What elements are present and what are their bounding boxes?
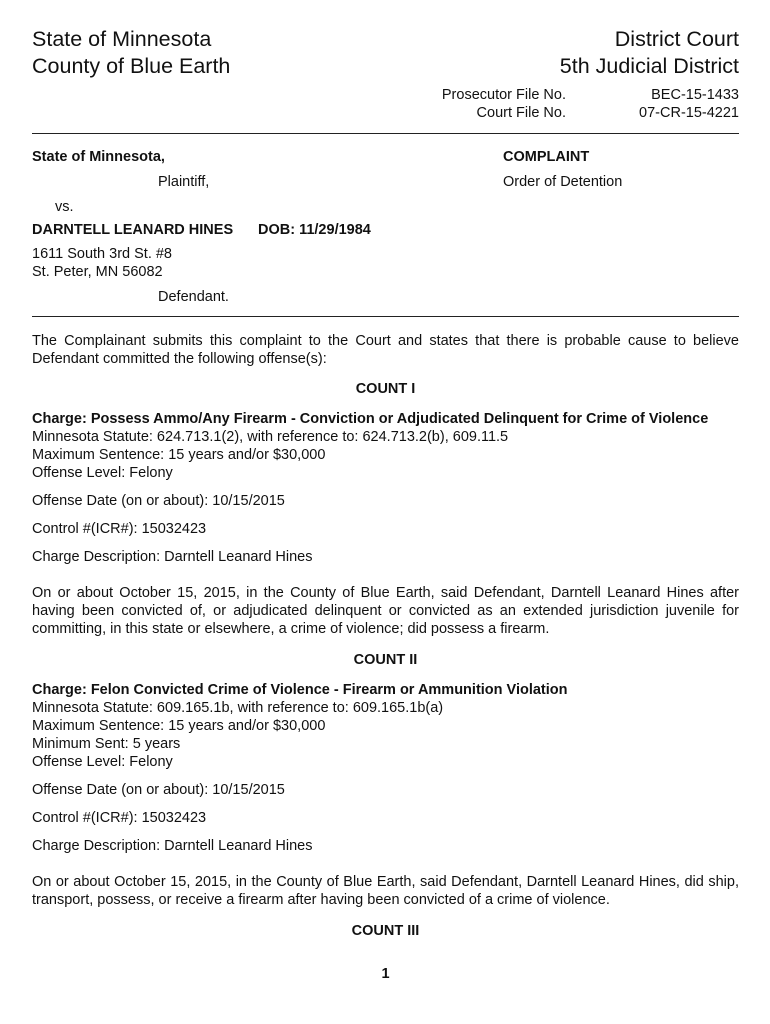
count-2-control-number: Control #(ICR#): 15032423: [32, 810, 207, 826]
count-1-narrative: On or about October 15, 2015, in the County of Blue Earth, said Defendant, Darntell Leanard Hines after having been convicted of, or adjudicated delinquent or convicted as an extended jurisdiction juvenile for committing, in this state or elsewhere, a crime of violence; did possess a firearm.: [32, 585, 739, 637]
defendant-role: Defendant.: [158, 289, 229, 305]
count-1-charge-description: Charge Description: Darntell Leanard Hines: [32, 549, 313, 565]
page-number: 1: [381, 966, 390, 982]
count-1-max-sentence: Maximum Sentence: 15 years and/or $30,000: [32, 447, 326, 463]
defendant-dob: DOB: 11/29/1984: [258, 222, 371, 238]
count-1-control-number: Control #(ICR#): 15032423: [32, 521, 207, 537]
document-type: COMPLAINT: [503, 149, 590, 165]
header-divider: [32, 133, 739, 134]
defendant-address-line2: St. Peter, MN 56082: [32, 264, 163, 280]
defendant-address-line1: 1611 South 3rd St. #8: [32, 246, 173, 262]
count-2-heading: COUNT II: [353, 652, 418, 668]
complaint-intro: The Complainant submits this complaint to the Court and states that there is probable cause to believe Defendant committed the following offense(s):: [32, 333, 739, 367]
court-file-label: Court File No.: [476, 105, 566, 121]
count-1-statute: Minnesota Statute: 624.713.1(2), with reference to: 624.713.2(b), 609.11.5: [32, 429, 509, 445]
count-3-heading: COUNT III: [351, 923, 420, 939]
versus-label: vs.: [55, 199, 74, 215]
prosecutor-file-number: BEC-15-1433: [651, 87, 739, 103]
plaintiff-role: Plaintiff,: [158, 174, 210, 190]
count-2-charge: Charge: Felon Convicted Crime of Violence - Firearm or Ammunition Violation: [32, 682, 568, 698]
count-2-offense-level: Offense Level: Felony: [32, 754, 173, 770]
file-number-values: [639, 86, 739, 122]
state-name: State of Minnesota: [32, 27, 212, 51]
court-block: [560, 26, 739, 80]
court-file-number: 07-CR-15-4221: [639, 105, 739, 121]
count-2-statute: Minnesota Statute: 609.165.1b, with reference to: 609.165.1b(a): [32, 700, 444, 716]
count-2-details: [32, 681, 739, 771]
complaint-page: [32, 0, 739, 1024]
caption-divider: [32, 316, 739, 317]
count-1-details: [32, 410, 739, 482]
count-2-max-sentence: Maximum Sentence: 15 years and/or $30,000: [32, 718, 326, 734]
file-number-labels: [402, 86, 566, 122]
jurisdiction-block: [32, 26, 230, 80]
plaintiff-name: State of Minnesota,: [32, 149, 165, 165]
count-1-offense-level: Offense Level: Felony: [32, 465, 173, 481]
defendant-name: DARNTELL LEANARD HINES: [32, 222, 234, 238]
prosecutor-file-label: Prosecutor File No.: [441, 87, 566, 103]
count-1-charge: Charge: Possess Ammo/Any Firearm - Conviction or Adjudicated Delinquent for Crime of Violence: [32, 411, 709, 427]
count-2-narrative: On or about October 15, 2015, in the County of Blue Earth, said Defendant, Darntell Leanard Hines, did ship, transport, possess, or receive a firearm after having been convicted of a crime of violence.: [32, 874, 739, 908]
count-1-offense-date: Offense Date (on or about): 10/15/2015: [32, 493, 285, 509]
count-1-heading: COUNT I: [355, 381, 416, 397]
court-name: District Court: [614, 27, 739, 51]
count-2-min-sentence: Minimum Sent: 5 years: [32, 736, 181, 752]
county-name: County of Blue Earth: [32, 54, 231, 78]
count-2-charge-description: Charge Description: Darntell Leanard Hines: [32, 838, 313, 854]
judicial-district: 5th Judicial District: [559, 54, 739, 78]
order-of-detention: Order of Detention: [503, 174, 623, 190]
count-2-offense-date: Offense Date (on or about): 10/15/2015: [32, 782, 285, 798]
